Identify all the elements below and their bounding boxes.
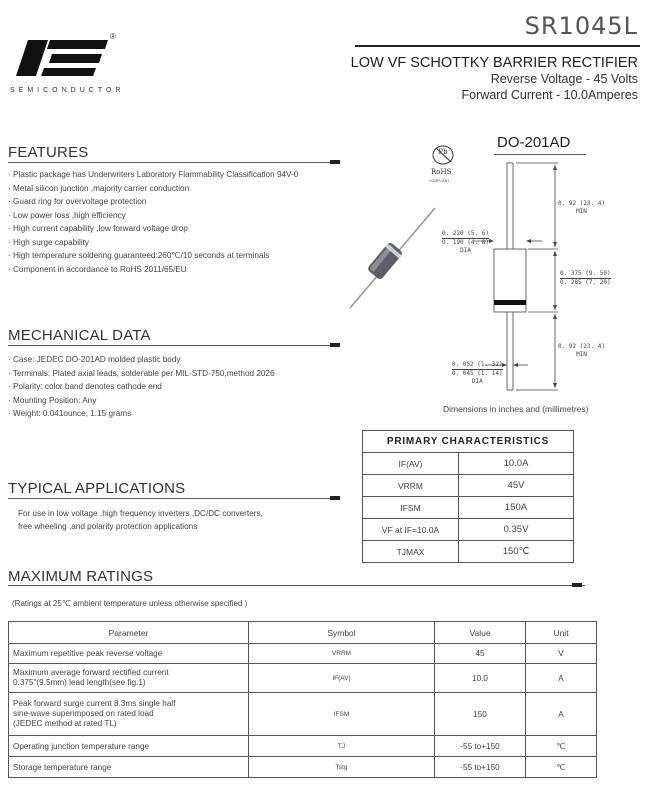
table-row: Peak forward surge current 8.3ms single half sine-wave superimposed on rated load (JEDEC method at rated TL) IFSM 150 A <box>9 693 597 736</box>
mechanical-title: MECHANICAL DATA <box>8 327 151 344</box>
applications-text: For use in low voltage ,high frequency inverters ,DC/DC converters, free wheeling ,and polarity protection applications <box>18 509 263 531</box>
list-item: · High current capability ,low forward voltage drop <box>8 222 388 236</box>
ratings-title: MAXIMUM RATINGS <box>8 568 154 585</box>
list-item: · Polarity: color band denotes cathode end <box>8 380 368 394</box>
table-row: VRRM 45V <box>363 475 574 497</box>
list-item: · High temperature soldering guaranteed:260℃/10 seconds at terminals <box>8 249 388 263</box>
list-item: · Terminals: Plated axial leads, solderable per MIL-STD-750,method 2026 <box>8 367 368 381</box>
rohs-pb-symbol: Pb <box>438 148 448 156</box>
applications-rule <box>8 498 338 499</box>
product-title: LOW VF SCHOTTKY BARRIER RECTIFIER <box>350 55 638 71</box>
ratings-rule-mark <box>572 583 582 587</box>
list-item: · Metal silicon junction ,majority carrier conduction <box>8 182 388 196</box>
list-item: · Plastic package has Underwriters Laboratory Flammability Classification 94V-0 <box>8 168 388 182</box>
mechanical-rule <box>8 345 338 346</box>
dim-body-diameter: 0. 220 (5. 6) 0. 190 (4. 8) DIA <box>442 230 489 254</box>
table-row: IFSM 150A <box>363 497 574 519</box>
list-item: · Mounting Position: Any <box>8 394 368 408</box>
table-row: Maximum average forward rectified current 0.375"(9.5mm) lead length(see fig.1) IF(AV) 10.0 A <box>9 664 597 693</box>
table-row: Maximum repetitive peak reverse voltage VRRM 45 V <box>9 644 597 664</box>
col-unit: Unit <box>526 622 597 644</box>
diode-photo <box>340 200 450 315</box>
features-rule <box>8 162 338 163</box>
table-row: VF at IF=10.0A 0.35V <box>363 519 574 541</box>
list-item: · Weight: 0.041ounce, 1.15 grams <box>8 407 368 421</box>
table-row: TJMAX 150℃ <box>363 541 574 563</box>
dim-lead-length-bottom: 0. 92 (23. 4) MIN <box>558 343 605 358</box>
mechanical-rule-mark <box>330 343 340 347</box>
list-item: · High surge capability <box>8 236 388 250</box>
dimensions-caption: Dimensions in inches and (millimetres) <box>443 404 589 414</box>
brand-subtitle: SEMICONDUCTOR <box>10 87 125 94</box>
dim-lead-diameter: 0. 052 (1. 32) 0. 045 (1. 14) DIA <box>452 361 503 385</box>
col-parameter: Parameter <box>9 622 249 644</box>
list-item: · Low power loss ,high efficiency <box>8 209 388 223</box>
list-item: · Case: JEDEC DO-201AD molded plastic body <box>8 353 368 367</box>
col-symbol: Symbol <box>249 622 435 644</box>
features-title: FEATURES <box>8 144 89 161</box>
primary-characteristics-table <box>362 430 574 563</box>
dim-body-length: 0. 375 (9. 50) 0. 285 (7. 20) <box>560 270 611 286</box>
part-number: SR1045L <box>524 12 638 40</box>
rohs-compliant: COMPLIANT <box>429 179 450 183</box>
col-value: Value <box>435 622 526 644</box>
table-row: Operating junction temperature range TJ -55 to+150 ℃ <box>9 736 597 757</box>
dim-lead-length-top: 0. 92 (23. 4) MIN <box>558 200 605 215</box>
reverse-voltage: Reverse Voltage - 45 Volts <box>490 72 638 86</box>
table-row: IF(AV) 10.0A <box>363 453 574 475</box>
primary-title: PRIMARY CHARACTERISTICS <box>363 431 574 453</box>
list-item: · Component in accordance to RoHS 2011/65/EU <box>8 263 388 277</box>
features-list <box>8 168 388 276</box>
forward-current: Forward Current - 10.0Amperes <box>461 88 638 102</box>
list-item: · Guard ring for overvoltage protection <box>8 195 388 209</box>
rohs-label: RoHS <box>431 168 452 176</box>
maximum-ratings-table <box>8 621 597 778</box>
applications-title: TYPICAL APPLICATIONS <box>8 480 186 497</box>
applications-rule-mark <box>330 496 340 500</box>
company-logo <box>14 38 110 78</box>
registered-mark: ® <box>110 32 116 41</box>
ratings-note: (Ratings at 25℃ ambient temperature unless otherwise specified ) <box>12 599 248 608</box>
header-rule <box>355 45 640 47</box>
table-row: Storage temperature range Tstg -55 to+150 ℃ <box>9 757 597 778</box>
features-rule-mark <box>330 160 340 164</box>
mechanical-list <box>8 353 368 421</box>
ratings-rule <box>8 585 585 586</box>
package-title: DO-201AD <box>497 134 571 151</box>
